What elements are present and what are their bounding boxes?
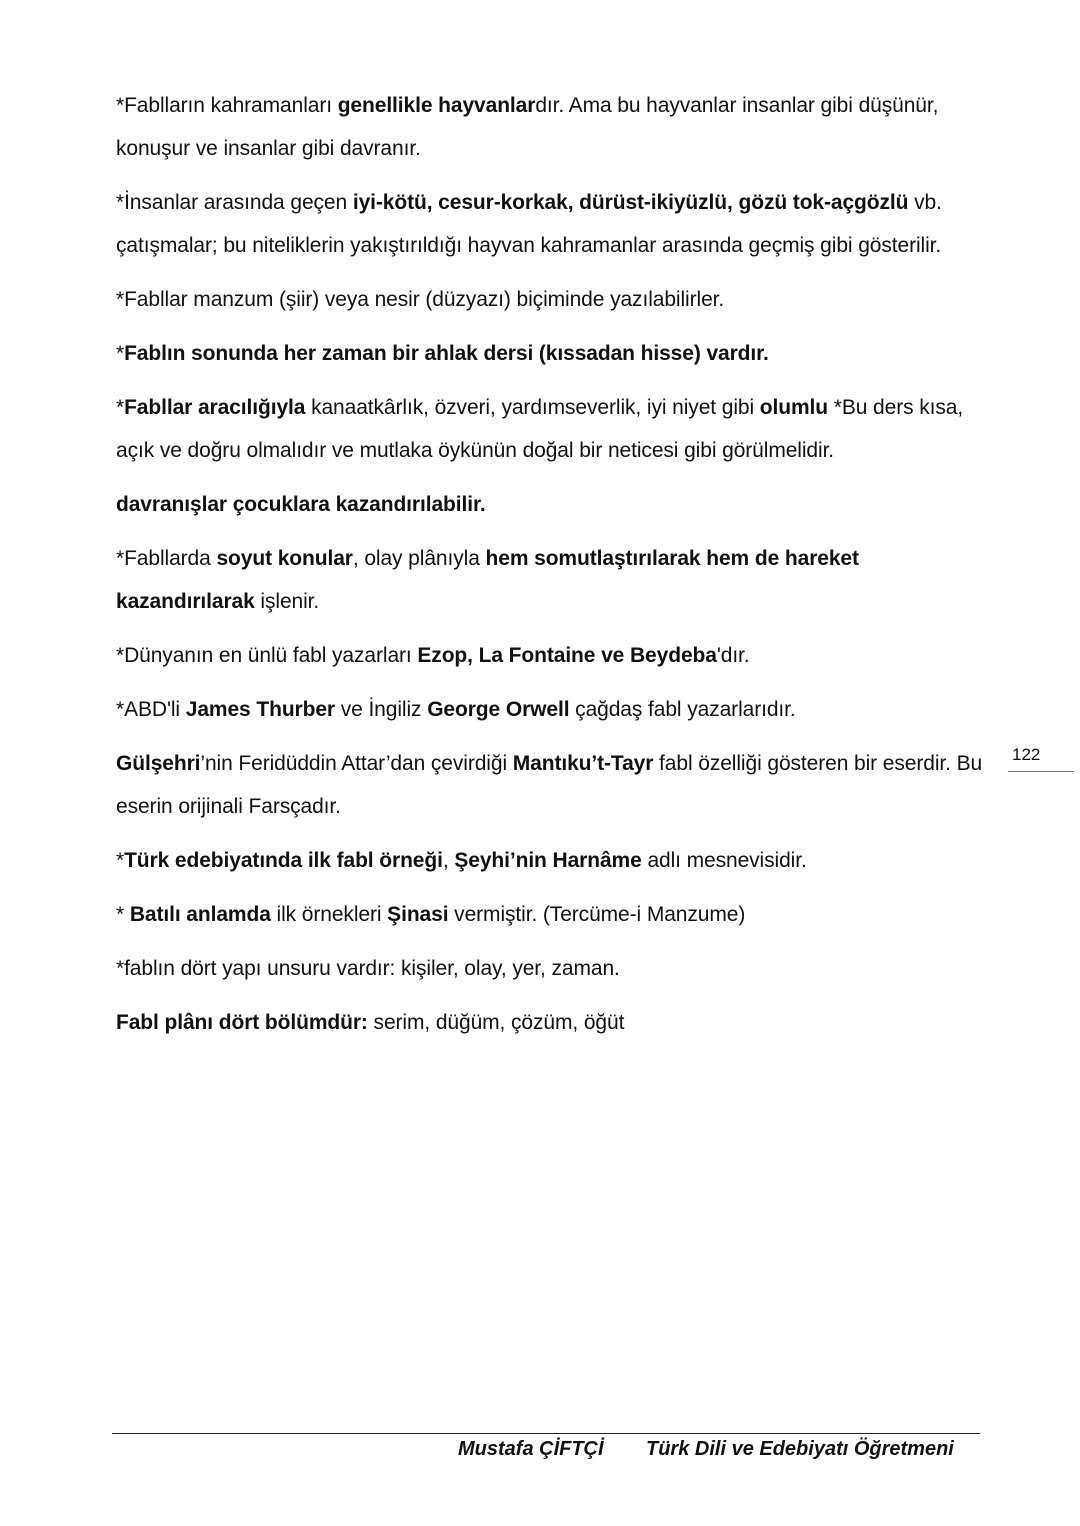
bold-text-run: Ezop, La Fontaine ve Beydeba bbox=[417, 644, 717, 667]
bold-text-run: Şeyhi’nin Harnâme bbox=[454, 849, 642, 872]
paragraph-1 bbox=[116, 84, 986, 170]
text-run: ilk örnekleri bbox=[270, 903, 388, 926]
paragraph-13 bbox=[116, 947, 986, 990]
paragraph-11 bbox=[116, 839, 986, 882]
footer-author: Mustafa ÇİFTÇİ bbox=[458, 1438, 604, 1460]
page-footer bbox=[112, 1436, 980, 1466]
bold-text-run: hem somutlaştırılarak hem de hareket kazandırılarak bbox=[116, 547, 859, 613]
paragraph-6 bbox=[116, 483, 986, 526]
text-run: * bbox=[116, 342, 125, 365]
bold-text-run: iyi-kötü, cesur-korkak, dürüst-ikiyüzlü, gözü tok-açgözlü bbox=[352, 191, 909, 214]
bold-text-run: Şinasi bbox=[387, 903, 449, 926]
text-run: fabl özelliği gösteren bir eserdir. Bu eserin orijinali Farsçadır. bbox=[116, 752, 983, 818]
bold-text-run: George Orwell bbox=[427, 698, 570, 721]
text-run: kanaatkârlık, özveri, yardımseverlik, iyi niyet gibi bbox=[305, 396, 760, 419]
text-run: serim, düğüm, çözüm, öğüt bbox=[367, 1011, 625, 1034]
paragraph-14 bbox=[116, 1001, 986, 1044]
bold-text-run: Gülşehri bbox=[116, 752, 201, 775]
bold-text-run: olumlu bbox=[759, 396, 829, 419]
text-run: adlı mesnevisidir. bbox=[641, 849, 807, 872]
text-run: *Fabllar manzum (şiir) veya nesir (düzyazı) biçiminde yazılabilirler. bbox=[116, 288, 725, 311]
bold-text-run: Mantıku’t-Tayr bbox=[512, 752, 654, 775]
paragraph-4 bbox=[116, 332, 986, 375]
bold-text-run: soyut konular bbox=[216, 547, 353, 570]
paragraph-7 bbox=[116, 537, 986, 623]
bold-text-run: Fabllar aracılığıyla bbox=[124, 396, 306, 419]
bold-text-run: davranışlar çocuklara kazandırılabilir. bbox=[116, 493, 486, 516]
text-run: *fablın dört yapı unsuru vardır: kişiler, olay, yer, zaman. bbox=[116, 957, 620, 980]
paragraph-12 bbox=[116, 893, 986, 936]
text-run: vb. çatışmalar; bu niteliklerin yakıştırıldığı hayvan kahramanlar arasında geçmiş gibi gösterilir. bbox=[116, 191, 942, 257]
text-run: *İnsanlar arasında geçen bbox=[116, 191, 353, 214]
page-number: 122 bbox=[1008, 744, 1074, 772]
text-run: * bbox=[116, 396, 125, 419]
text-run: , olay plânıyla bbox=[352, 547, 486, 570]
text-run: , bbox=[442, 849, 455, 872]
bold-text-run: Fabl plânı dört bölümdür: bbox=[116, 1011, 368, 1034]
paragraph-8 bbox=[116, 634, 986, 677]
paragraph-2 bbox=[116, 181, 986, 267]
text-run: * bbox=[116, 849, 125, 872]
paragraph-5 bbox=[116, 386, 986, 472]
text-run: *Fabllarda bbox=[116, 547, 217, 570]
bold-text-run: James Thurber bbox=[185, 698, 335, 721]
document-body bbox=[116, 84, 986, 1055]
text-run: *Bu ders kısa, açık ve doğru olmalıdır ve mutlaka öykünün doğal bir neticesi gibi görülmelidir. bbox=[116, 396, 964, 462]
text-run: ’nin Feridüddin Attar’dan çevirdiği bbox=[200, 752, 513, 775]
text-run: ve İngiliz bbox=[335, 698, 428, 721]
footer-divider bbox=[112, 1433, 980, 1434]
bold-text-run: Fablın sonunda her zaman bir ahlak dersi (kıssadan hisse) vardır. bbox=[124, 342, 769, 365]
paragraph-9 bbox=[116, 688, 986, 731]
text-run: işlenir. bbox=[254, 590, 320, 613]
paragraph-10 bbox=[116, 742, 986, 828]
bold-text-run: genellikle hayvanlar bbox=[337, 94, 536, 117]
footer-role: Türk Dili ve Edebiyatı Öğretmeni bbox=[646, 1438, 954, 1460]
text-run: *Fablların kahramanları bbox=[116, 94, 338, 117]
paragraph-3 bbox=[116, 278, 986, 321]
text-run: *ABD'li bbox=[116, 698, 186, 721]
bold-text-run: Türk edebiyatında ilk fabl örneği bbox=[124, 849, 443, 872]
text-run: vermiştir. (Tercüme-i Manzume) bbox=[448, 903, 746, 926]
text-run: çağdaş fabl yazarlarıdır. bbox=[569, 698, 796, 721]
bold-text-run: Batılı anlamda bbox=[129, 903, 271, 926]
text-run: dır. Ama bu hayvanlar insanlar gibi düşünür, konuşur ve insanlar gibi davranır. bbox=[116, 94, 939, 160]
text-run: 'dır. bbox=[716, 644, 750, 667]
text-run: *Dünyanın en ünlü fabl yazarları bbox=[116, 644, 418, 667]
text-run: * bbox=[116, 903, 130, 926]
